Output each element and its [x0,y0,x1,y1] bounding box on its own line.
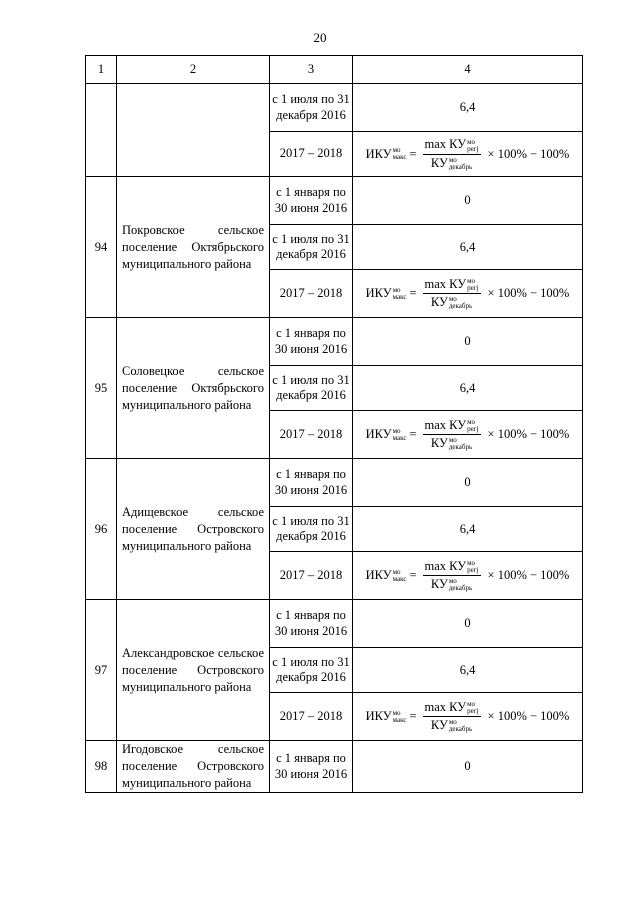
formula-tail: × 100% − 100% [487,568,570,582]
settlement-name: Покровское сельское поселение Октябрьского муниципального района [117,177,270,318]
formula [353,277,582,310]
formula [353,559,582,592]
header-cell: 2 [117,56,270,84]
value-cell: 0 [353,459,583,507]
row-number: 95 [86,318,117,459]
formula-lhs: ИКУ [365,709,392,723]
empty-cell [117,84,270,177]
formula-tail: × 100% − 100% [487,286,570,300]
formula-lhs-sup: мо [392,285,401,294]
period-cell: с 1 января по 30 июня 2016 [270,459,353,507]
formula-den-sup: мо [448,295,457,304]
formula-den-sub: декабрь [448,725,473,734]
row-number: 97 [86,600,117,741]
page-number: 20 [313,30,327,45]
formula-tail: × 100% − 100% [487,709,570,723]
formula-num-sub: регj [467,566,479,574]
formula-lhs-sub: макс [392,433,407,442]
period-cell: 2017 – 2018 [270,411,353,459]
formula-num: max КУ [424,417,467,432]
formula-lhs-sup: мо [392,567,401,576]
settlement-name: Соловецкое сельское поселение Октябрьского муниципального района [117,318,270,459]
formula-fraction [423,418,481,451]
settlement-name: Игодовское сельское поселение Островского муниципального района [117,741,270,793]
formula-lhs: ИКУ [365,146,392,161]
period-cell: с 1 июля по 31 декабря 2016 [270,225,353,270]
formula-den-sub: декабрь [448,443,473,452]
table-row [86,177,583,225]
formula-tail: × 100% − 100% [487,427,570,441]
period-cell: с 1 июля по 31 декабря 2016 [270,648,353,693]
formula-num-sub: регj [467,144,479,153]
header-row [86,56,583,84]
formula-fraction [423,559,481,592]
formula-den-sub: декабрь [448,584,473,593]
table-row [86,459,583,507]
formula-eq: = [409,146,417,161]
formula [353,700,582,733]
formula-cell [353,132,583,177]
formula-lhs: ИКУ [365,568,392,582]
formula-den-sub: декабрь [448,302,473,311]
formula-eq: = [409,286,417,300]
formula-num: max КУ [424,699,467,714]
formula-lhs: ИКУ [365,427,392,441]
period-cell: с 1 июля по 31 декабря 2016 [270,84,353,132]
settlement-name: Адищевское сельское поселение Островского муниципального района [117,459,270,600]
period-cell: с 1 июля по 31 декабря 2016 [270,507,353,552]
formula-lhs-sub: макс [392,292,407,301]
formula-num-sup: мо [467,700,476,708]
formula-fraction [423,700,481,733]
formula-den-sup: мо [448,718,457,727]
settlement-name: Александровское сельское поселение Островского муниципального района [117,600,270,741]
formula-den: КУ [430,155,448,170]
formula-lhs-sup: мо [392,708,401,717]
formula-num-sub: регj [467,425,479,433]
formula-num: max КУ [424,137,467,152]
formula-den: КУ [430,436,448,450]
formula-num-sub: регj [467,707,479,715]
formula [353,418,582,451]
period-cell: с 1 января по 30 июня 2016 [270,741,353,793]
formula [353,137,582,170]
formula-den-sup: мо [448,577,457,586]
value-cell: 6,4 [353,648,583,693]
empty-cell [86,84,117,177]
formula-den: КУ [430,577,448,591]
header-cell: 3 [270,56,353,84]
header-cell: 1 [86,56,117,84]
header-cell: 4 [353,56,583,84]
formula-num-sub: регj [467,284,479,292]
formula-eq: = [409,709,417,723]
formula-cell [353,552,583,600]
value-cell: 6,4 [353,366,583,411]
formula-num: max КУ [424,276,467,291]
period-cell: 2017 – 2018 [270,693,353,741]
formula-den: КУ [430,718,448,732]
formula-den-sup: мо [448,436,457,445]
formula-num: max КУ [424,558,467,573]
formula-den: КУ [430,295,448,309]
formula-lhs-sub: макс [392,153,407,161]
formula-cell [353,693,583,741]
formula-lhs-sup: мо [392,146,401,154]
formula-lhs: ИКУ [365,286,392,300]
formula-tail: × 100% − 100% [487,146,570,161]
formula-cell [353,411,583,459]
value-cell: 6,4 [353,84,583,132]
formula-den-sup: мо [448,155,457,164]
row-number: 94 [86,177,117,318]
row-number: 96 [86,459,117,600]
table-row [86,318,583,366]
formula-num-sup: мо [467,277,476,285]
value-cell: 6,4 [353,507,583,552]
value-cell: 6,4 [353,225,583,270]
formula-fraction [423,137,481,170]
period-cell: с 1 января по 30 июня 2016 [270,600,353,648]
formula-num-sup: мо [467,418,476,426]
formula-lhs-sub: макс [392,715,407,724]
period-cell: с 1 июля по 31 декабря 2016 [270,366,353,411]
value-cell: 0 [353,741,583,793]
table-row [86,741,583,793]
period-cell: с 1 января по 30 июня 2016 [270,177,353,225]
formula-eq: = [409,427,417,441]
formula-cell [353,270,583,318]
table-row [86,600,583,648]
formula-den-sub: декабрь [448,162,473,171]
value-cell: 0 [353,177,583,225]
formula-num-sup: мо [467,137,476,146]
tariff-table [85,55,583,793]
formula-num-sup: мо [467,559,476,567]
formula-lhs-sup: мо [392,426,401,435]
formula-lhs-sub: макс [392,574,407,583]
period-cell: 2017 – 2018 [270,270,353,318]
period-cell: с 1 января по 30 июня 2016 [270,318,353,366]
formula-eq: = [409,568,417,582]
value-cell: 0 [353,318,583,366]
value-cell: 0 [353,600,583,648]
period-cell: 2017 – 2018 [270,132,353,177]
period-cell: 2017 – 2018 [270,552,353,600]
table-row [86,84,583,132]
formula-fraction [423,277,481,310]
row-number: 98 [86,741,117,793]
